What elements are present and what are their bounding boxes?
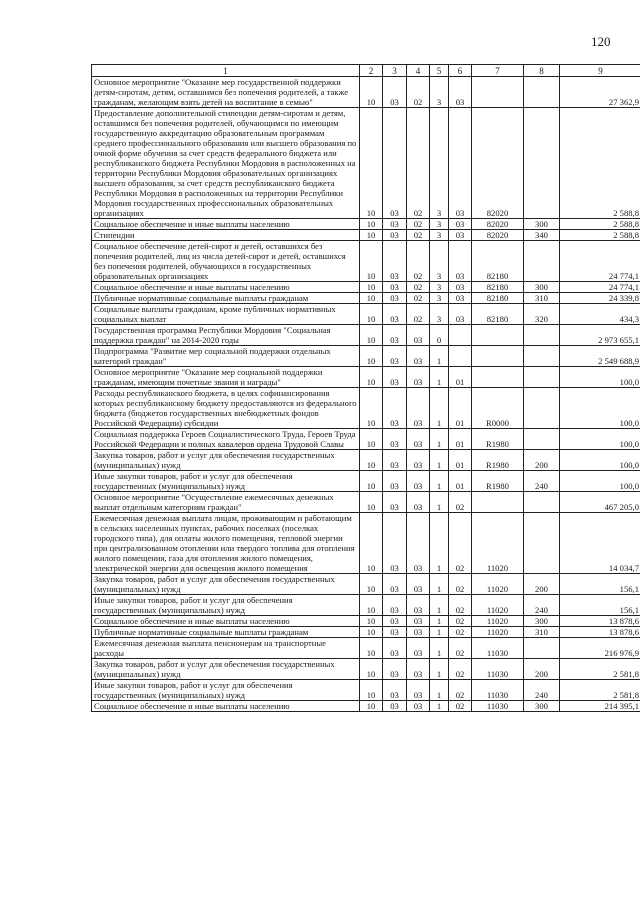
row-name-cell: Социальное обеспечение и иные выплаты населению [92,701,360,712]
table-body [92,77,640,712]
subprogram-code-cell: 3 [430,304,449,325]
amount-cell: 2 581,8 [560,659,640,680]
subsection-code-cell: 03 [383,616,407,627]
subsection-code-cell: 03 [383,492,407,513]
subsection-code-cell: 03 [383,595,407,616]
expense-type-cell [524,346,560,367]
direction-code-cell [472,492,524,513]
amount-cell: 156,1 [560,595,640,616]
program-code-cell: 03 [407,616,430,627]
subsection-code-cell: 03 [383,627,407,638]
column-header: 4 [407,65,430,77]
expense-type-cell: 200 [524,659,560,680]
activity-code-cell: 01 [449,429,472,450]
amount-cell: 14 034,7 [560,513,640,574]
subprogram-code-cell: 1 [430,638,449,659]
table-row [92,325,640,346]
subprogram-code-cell: 0 [430,325,449,346]
subsection-code-cell: 03 [383,513,407,574]
section-code-cell: 10 [360,388,383,429]
expense-type-cell [524,513,560,574]
expense-type-cell [524,241,560,282]
subsection-code-cell: 03 [383,77,407,108]
table-row [92,492,640,513]
subprogram-code-cell: 1 [430,616,449,627]
subprogram-code-cell: 3 [430,77,449,108]
direction-code-cell: 11030 [472,659,524,680]
section-code-cell: 10 [360,241,383,282]
subsection-code-cell: 03 [383,293,407,304]
subsection-code-cell: 03 [383,450,407,471]
table-row [92,293,640,304]
expense-type-cell [524,325,560,346]
section-code-cell: 10 [360,659,383,680]
subsection-code-cell: 03 [383,304,407,325]
direction-code-cell: 82180 [472,293,524,304]
subprogram-code-cell: 1 [430,513,449,574]
row-name-cell: Социальное обеспечение и иные выплаты населению [92,282,360,293]
row-name-cell: Социальное обеспечение детей-сирот и детей, оставшихся без попечения родителей, лиц из числа детей-сирот и детей, оставшихся без попечения родителей, обучающихся в государственных образовательных организациях [92,241,360,282]
budget-table [91,64,640,712]
subsection-code-cell: 03 [383,325,407,346]
subprogram-code-cell: 3 [430,219,449,230]
amount-cell: 467 205,0 [560,492,640,513]
subprogram-code-cell: 1 [430,367,449,388]
direction-code-cell: R1980 [472,471,524,492]
direction-code-cell [472,325,524,346]
amount-cell: 100,0 [560,471,640,492]
program-code-cell: 02 [407,230,430,241]
amount-cell: 2 973 655,1 [560,325,640,346]
program-code-cell: 02 [407,77,430,108]
table-row [92,574,640,595]
program-code-cell: 02 [407,241,430,282]
section-code-cell: 10 [360,574,383,595]
activity-code-cell: 01 [449,367,472,388]
subprogram-code-cell: 1 [430,388,449,429]
direction-code-cell: 11030 [472,638,524,659]
section-code-cell: 10 [360,325,383,346]
activity-code-cell: 03 [449,304,472,325]
program-code-cell: 03 [407,627,430,638]
activity-code-cell: 01 [449,471,472,492]
table-row [92,595,640,616]
subprogram-code-cell: 1 [430,429,449,450]
activity-code-cell: 03 [449,108,472,219]
section-code-cell: 10 [360,367,383,388]
section-code-cell: 10 [360,230,383,241]
activity-code-cell: 02 [449,616,472,627]
amount-cell: 2 588,8 [560,219,640,230]
activity-code-cell: 03 [449,219,472,230]
expense-type-cell: 240 [524,595,560,616]
row-name-cell: Социальная поддержка Героев Социалистического Труда, Героев Труда Российской Федерации и полных кавалеров ордена Трудовой Славы [92,429,360,450]
subprogram-code-cell: 1 [430,595,449,616]
section-code-cell: 10 [360,346,383,367]
row-name-cell: Публичные нормативные социальные выплаты гражданам [92,627,360,638]
expense-type-cell [524,638,560,659]
program-code-cell: 03 [407,659,430,680]
subprogram-code-cell: 3 [430,282,449,293]
activity-code-cell: 02 [449,513,472,574]
row-name-cell: Государственная программа Республики Мордовия "Социальная поддержка граждан" на 2014-2020 годы [92,325,360,346]
direction-code-cell: 82020 [472,230,524,241]
table-row [92,450,640,471]
direction-code-cell: 82020 [472,219,524,230]
subprogram-code-cell: 1 [430,680,449,701]
table-row [92,429,640,450]
program-code-cell: 03 [407,471,430,492]
section-code-cell: 10 [360,680,383,701]
subprogram-code-cell: 1 [430,574,449,595]
amount-cell: 100,0 [560,367,640,388]
subsection-code-cell: 03 [383,388,407,429]
amount-cell: 434,3 [560,304,640,325]
expense-type-cell: 200 [524,450,560,471]
table-row [92,638,640,659]
amount-cell: 214 395,1 [560,701,640,712]
expense-type-cell: 240 [524,680,560,701]
table-row [92,513,640,574]
section-code-cell: 10 [360,701,383,712]
activity-code-cell: 02 [449,627,472,638]
row-name-cell: Публичные нормативные социальные выплаты гражданам [92,293,360,304]
direction-code-cell: 11020 [472,513,524,574]
subsection-code-cell: 03 [383,574,407,595]
program-code-cell: 03 [407,429,430,450]
amount-cell: 2 588,8 [560,230,640,241]
direction-code-cell: R1980 [472,429,524,450]
row-name-cell: Основное мероприятие "Оказание мер государственной поддержки детям-сиротам, детям, оставшимся без попечения родителей, а также гражданам, желающим взять детей на воспитание в семью" [92,77,360,108]
table-row [92,282,640,293]
section-code-cell: 10 [360,219,383,230]
section-code-cell: 10 [360,627,383,638]
activity-code-cell: 01 [449,388,472,429]
table-header-row [92,65,640,77]
amount-cell: 2 549 688,9 [560,346,640,367]
table-row [92,471,640,492]
table-row [92,346,640,367]
subprogram-code-cell: 3 [430,230,449,241]
row-name-cell: Иные закупки товаров, работ и услуг для обеспечения государственных (муниципальных) нужд [92,595,360,616]
subprogram-code-cell: 1 [430,627,449,638]
amount-cell: 13 878,6 [560,627,640,638]
amount-cell: 24 774,1 [560,241,640,282]
expense-type-cell: 300 [524,282,560,293]
page-number: 120 [591,34,611,49]
expense-type-cell [524,429,560,450]
subsection-code-cell: 03 [383,429,407,450]
program-code-cell: 03 [407,513,430,574]
table-row [92,367,640,388]
column-header: 7 [472,65,524,77]
subprogram-code-cell: 1 [430,450,449,471]
activity-code-cell: 03 [449,282,472,293]
expense-type-cell [524,388,560,429]
row-name-cell: Предоставление дополнительной стипендии детям-сиротам и детям, оставшимся без попечения родителей, обучающимся по имеющим государственную аккредитацию образовательным программам среднего профессионального образования или высшего образования по очной форме обучения за счет средств федерального бюджета или республиканского бюджета Республики Мордовия в расположенных на территории Республики Мордовия образовательных организациях высшего образования, за счет средств республиканского бюджета Республики Мордовия в расположенных на территории Республики Мордовия государственных профессиональных образовательных организациях [92,108,360,219]
direction-code-cell: 11020 [472,616,524,627]
direction-code-cell: R1980 [472,450,524,471]
amount-cell: 24 339,8 [560,293,640,304]
program-code-cell: 03 [407,346,430,367]
table-row [92,388,640,429]
program-code-cell: 02 [407,293,430,304]
expense-type-cell [524,77,560,108]
activity-code-cell: 02 [449,492,472,513]
direction-code-cell: 11030 [472,701,524,712]
row-name-cell: Иные закупки товаров, работ и услуг для обеспечения государственных (муниципальных) нужд [92,471,360,492]
program-code-cell: 03 [407,701,430,712]
row-name-cell: Закупка товаров, работ и услуг для обеспечения государственных (муниципальных) нужд [92,659,360,680]
subprogram-code-cell: 3 [430,108,449,219]
expense-type-cell [524,108,560,219]
program-code-cell: 02 [407,219,430,230]
subsection-code-cell: 03 [383,471,407,492]
section-code-cell: 10 [360,450,383,471]
table-row [92,230,640,241]
amount-cell: 2 581,8 [560,680,640,701]
table-row [92,77,640,108]
subprogram-code-cell: 1 [430,471,449,492]
program-code-cell: 03 [407,680,430,701]
section-code-cell: 10 [360,616,383,627]
activity-code-cell: 02 [449,680,472,701]
direction-code-cell: 82020 [472,108,524,219]
activity-code-cell: 03 [449,241,472,282]
expense-type-cell: 310 [524,293,560,304]
section-code-cell: 10 [360,595,383,616]
expense-type-cell: 240 [524,471,560,492]
subsection-code-cell: 03 [383,367,407,388]
section-code-cell: 10 [360,304,383,325]
table-row [92,701,640,712]
subsection-code-cell: 03 [383,282,407,293]
activity-code-cell: 02 [449,595,472,616]
section-code-cell: 10 [360,513,383,574]
program-code-cell: 02 [407,108,430,219]
table-row [92,304,640,325]
direction-code-cell: 11030 [472,680,524,701]
activity-code-cell: 02 [449,701,472,712]
table-row [92,680,640,701]
section-code-cell: 10 [360,638,383,659]
row-name-cell: Социальное обеспечение и иные выплаты населению [92,616,360,627]
amount-cell: 13 878,6 [560,616,640,627]
row-name-cell: Закупка товаров, работ и услуг для обеспечения государственных (муниципальных) нужд [92,450,360,471]
program-code-cell: 03 [407,595,430,616]
table-row [92,627,640,638]
expense-type-cell: 300 [524,701,560,712]
row-name-cell: Закупка товаров, работ и услуг для обеспечения государственных (муниципальных) нужд [92,574,360,595]
program-code-cell: 03 [407,492,430,513]
section-code-cell: 10 [360,471,383,492]
subsection-code-cell: 03 [383,659,407,680]
amount-cell: 100,0 [560,388,640,429]
section-code-cell: 10 [360,429,383,450]
program-code-cell: 03 [407,574,430,595]
direction-code-cell [472,367,524,388]
direction-code-cell: 11020 [472,627,524,638]
table-row [92,108,640,219]
activity-code-cell [449,346,472,367]
program-code-cell: 03 [407,638,430,659]
table-row [92,659,640,680]
row-name-cell: Иные закупки товаров, работ и услуг для обеспечения государственных (муниципальных) нужд [92,680,360,701]
expense-type-cell: 300 [524,219,560,230]
direction-code-cell: R0000 [472,388,524,429]
direction-code-cell [472,346,524,367]
expense-type-cell [524,367,560,388]
expense-type-cell: 200 [524,574,560,595]
table-row [92,241,640,282]
column-header: 8 [524,65,560,77]
direction-code-cell: 11020 [472,595,524,616]
program-code-cell: 02 [407,282,430,293]
activity-code-cell: 01 [449,450,472,471]
direction-code-cell: 82180 [472,304,524,325]
amount-cell: 100,0 [560,450,640,471]
table-row [92,219,640,230]
amount-cell: 24 774,1 [560,282,640,293]
subsection-code-cell: 03 [383,680,407,701]
activity-code-cell: 03 [449,230,472,241]
activity-code-cell: 02 [449,638,472,659]
section-code-cell: 10 [360,108,383,219]
subsection-code-cell: 03 [383,108,407,219]
expense-type-cell: 340 [524,230,560,241]
column-header: 1 [92,65,360,77]
column-header: 2 [360,65,383,77]
column-header: 9 [560,65,640,77]
section-code-cell: 10 [360,77,383,108]
subprogram-code-cell: 3 [430,241,449,282]
subsection-code-cell: 03 [383,638,407,659]
program-code-cell: 03 [407,325,430,346]
activity-code-cell [449,325,472,346]
subsection-code-cell: 03 [383,230,407,241]
row-name-cell: Основное мероприятие "Осуществление ежемесячных денежных выплат отдельным категориям граждан" [92,492,360,513]
subprogram-code-cell: 1 [430,701,449,712]
column-header: 5 [430,65,449,77]
column-header: 3 [383,65,407,77]
row-name-cell: Основное мероприятие "Оказание мер социальной поддержки гражданам, имеющим почетные звания и награды" [92,367,360,388]
table-row [92,616,640,627]
activity-code-cell: 02 [449,574,472,595]
section-code-cell: 10 [360,282,383,293]
activity-code-cell: 02 [449,659,472,680]
program-code-cell: 03 [407,367,430,388]
direction-code-cell: 11020 [472,574,524,595]
expense-type-cell [524,492,560,513]
row-name-cell: Ежемесячная денежная выплата лицам, проживающим и работающим в сельских населенных пунктах, рабочих поселках (поселках городского типа), для оплаты жилого помещения, тепловой энергии при централизованном отоплении или твердого топлива для отопления жилого помещения, газа для отопления жилого помещения, электрической энергии для освещения жилого помещения [92,513,360,574]
subprogram-code-cell: 1 [430,346,449,367]
section-code-cell: 10 [360,492,383,513]
expense-type-cell: 300 [524,616,560,627]
activity-code-cell: 03 [449,77,472,108]
subprogram-code-cell: 1 [430,659,449,680]
activity-code-cell: 03 [449,293,472,304]
expense-type-cell: 310 [524,627,560,638]
subprogram-code-cell: 1 [430,492,449,513]
amount-cell: 156,1 [560,574,640,595]
amount-cell: 100,0 [560,429,640,450]
direction-code-cell: 82180 [472,282,524,293]
subsection-code-cell: 03 [383,219,407,230]
program-code-cell: 03 [407,388,430,429]
subsection-code-cell: 03 [383,346,407,367]
row-name-cell: Социальные выплаты гражданам, кроме публичных нормативных социальных выплат [92,304,360,325]
row-name-cell: Ежемесячная денежная выплата пенсионерам на транспортные расходы [92,638,360,659]
row-name-cell: Расходы республиканского бюджета, в целях софинансирования которых республиканскому бюджету предоставляются из федерального бюджета (бюджетов государственных внебюджетных фондов Российской Федерации) субсидии [92,388,360,429]
direction-code-cell [472,77,524,108]
subprogram-code-cell: 3 [430,293,449,304]
program-code-cell: 02 [407,304,430,325]
row-name-cell: Подпрограмма "Развитие мер социальной поддержки отдельных категорий граждан" [92,346,360,367]
amount-cell: 216 976,9 [560,638,640,659]
amount-cell: 2 588,8 [560,108,640,219]
section-code-cell: 10 [360,293,383,304]
subsection-code-cell: 03 [383,241,407,282]
expense-type-cell: 320 [524,304,560,325]
row-name-cell: Стипендии [92,230,360,241]
subsection-code-cell: 03 [383,701,407,712]
row-name-cell: Социальное обеспечение и иные выплаты населению [92,219,360,230]
amount-cell: 27 362,9 [560,77,640,108]
column-header: 6 [449,65,472,77]
direction-code-cell: 82180 [472,241,524,282]
program-code-cell: 03 [407,450,430,471]
